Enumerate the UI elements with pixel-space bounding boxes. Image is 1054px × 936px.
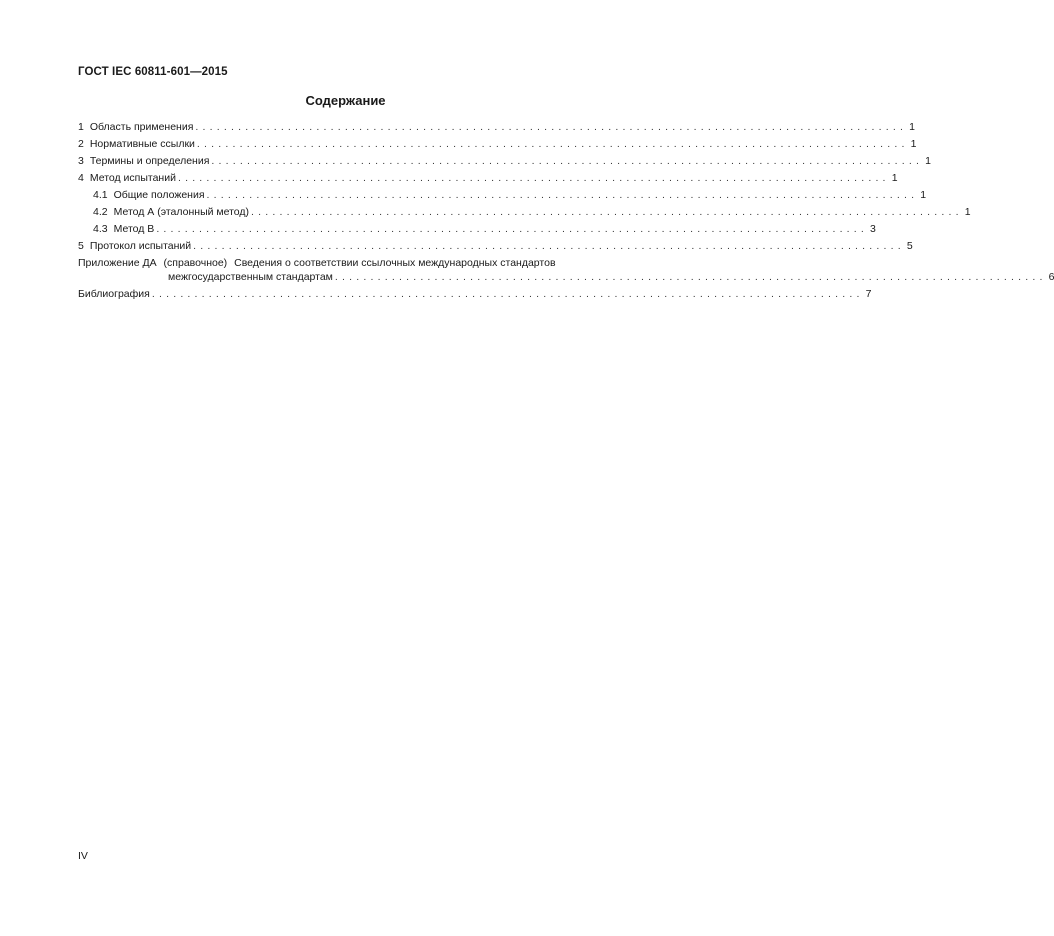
- page-number: IV: [78, 850, 88, 862]
- toc-entry-bibliography[interactable]: [78, 288, 872, 305]
- toc-entry-4-2[interactable]: [78, 206, 971, 223]
- toc-entry-page: 1: [910, 138, 917, 150]
- toc-entry-number: 5: [78, 240, 84, 252]
- toc-entry-1[interactable]: [78, 121, 915, 138]
- document-code: ГОСТ IEC 60811-601—2015: [78, 66, 228, 78]
- toc-entry-5[interactable]: [78, 240, 913, 257]
- toc-entry-annex[interactable]: [78, 257, 1054, 288]
- toc-entry-4-1[interactable]: [78, 189, 927, 206]
- leader-dots: ....................................................................................................: [251, 206, 963, 218]
- leader-dots: ....................................................................................................: [211, 155, 924, 167]
- annex-kind: (справочное): [163, 257, 228, 269]
- toc-entry-number: 1: [78, 121, 84, 133]
- toc-entry-2[interactable]: [78, 138, 917, 155]
- toc-entry-number: 4.2: [93, 206, 108, 218]
- toc-entry-page: 1: [925, 155, 931, 167]
- table-of-contents: [78, 121, 1054, 305]
- toc-entry-number: 4.1: [93, 189, 108, 201]
- toc-entry-4[interactable]: [78, 172, 898, 189]
- annex-label: Приложение ДА: [78, 257, 157, 269]
- toc-entry-page: 1: [891, 172, 898, 184]
- toc-entry-number: 3: [78, 155, 84, 167]
- toc-entry-text: Метод А (эталонный метод): [113, 206, 250, 218]
- toc-entry-text: Протокол испытаний: [89, 240, 192, 252]
- toc-entry-text: Библиография: [78, 288, 150, 300]
- toc-entry-3[interactable]: [78, 155, 931, 172]
- toc-entry-number: 4: [78, 172, 84, 184]
- toc-entry-page: 3: [870, 223, 876, 235]
- toc-entry-text: Термины и определения: [89, 155, 210, 167]
- leader-dots: ....................................................................................................: [196, 138, 909, 150]
- toc-entry-number: 4.3: [93, 223, 108, 235]
- leader-dots: ....................................................................................................: [151, 288, 864, 300]
- toc-entry-page: 1: [920, 189, 927, 201]
- leader-dots: ....................................................................................................: [177, 172, 890, 184]
- toc-entry-number: 2: [78, 138, 84, 150]
- toc-entry-4-3[interactable]: [78, 223, 876, 240]
- leader-dots: ....................................................................................................: [195, 121, 908, 133]
- leader-dots: ....................................................................................................: [193, 240, 905, 252]
- leader-dots: ....................................................................................................: [156, 223, 869, 235]
- toc-title: Содержание: [305, 93, 386, 108]
- annex-title-line1: Сведения о соответствии ссылочных международных стандартов: [234, 257, 556, 269]
- toc-entry-text: Метод испытаний: [89, 172, 176, 184]
- toc-entry-text: Область применения: [89, 121, 194, 133]
- toc-entry-page: 7: [865, 288, 872, 300]
- leader-dots: ....................................................................................................: [334, 271, 1047, 283]
- leader-dots: ....................................................................................................: [206, 189, 919, 201]
- toc-entry-page: 5: [906, 240, 913, 252]
- annex-title-line2: межгосударственным стандартам: [168, 271, 333, 283]
- toc-entry-page: 1: [909, 121, 915, 133]
- toc-entry-page: 6: [1048, 271, 1054, 283]
- toc-entry-text: Общие положения: [113, 189, 205, 201]
- toc-entry-text: Метод В: [113, 223, 155, 235]
- toc-entry-page: 1: [964, 206, 971, 218]
- toc-entry-text: Нормативные ссылки: [89, 138, 195, 150]
